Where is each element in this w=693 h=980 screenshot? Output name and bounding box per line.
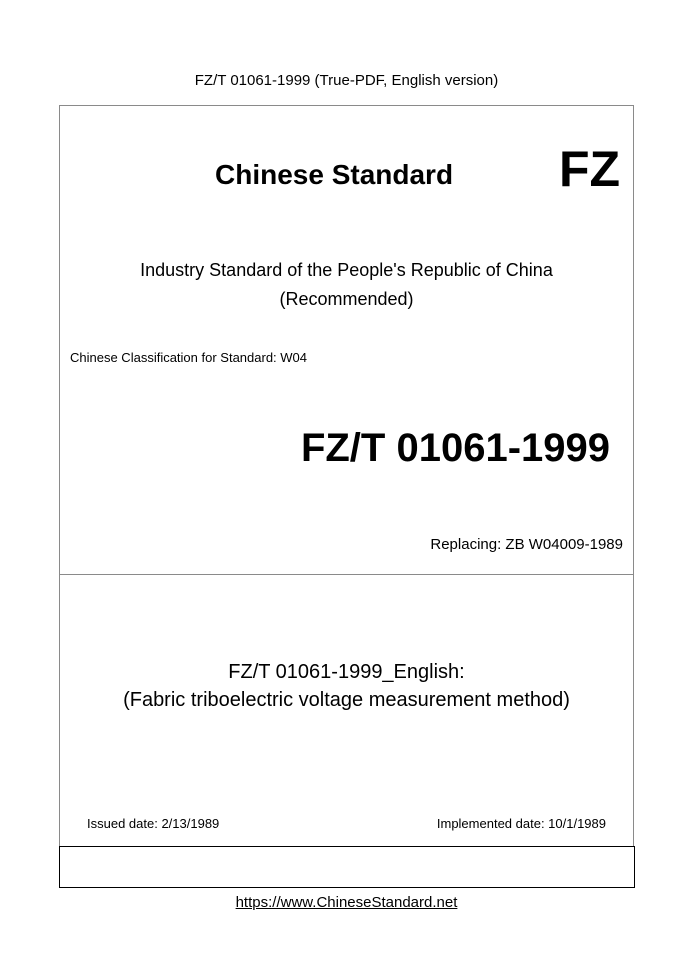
website-link[interactable]: https://www.ChineseStandard.net bbox=[235, 894, 458, 911]
recommended-line: (Recommended) bbox=[279, 289, 414, 309]
standard-number: FZ/T 01061-1999 bbox=[300, 426, 610, 470]
page-header-title: FZ/T 01061-1999 (True-PDF, English version) bbox=[194, 72, 499, 89]
footer-box bbox=[59, 846, 635, 888]
document-title-line-1: FZ/T 01061-1999_English: bbox=[228, 661, 465, 683]
implemented-date: Implemented date: 10/1/1989 bbox=[436, 816, 606, 831]
document-title-line-2: (Fabric triboelectric voltage measurement method) bbox=[123, 689, 570, 711]
industry-standard-line: Industry Standard of the People's Republic of China bbox=[140, 260, 553, 280]
replacing-text: Replacing: ZB W04009-1989 bbox=[430, 536, 623, 553]
classification-text: Chinese Classification for Standard: W04 bbox=[70, 350, 308, 365]
standard-code-mark: FZ bbox=[559, 141, 621, 197]
standard-heading: Chinese Standard bbox=[215, 159, 454, 190]
issued-date: Issued date: 2/13/1989 bbox=[87, 816, 220, 831]
